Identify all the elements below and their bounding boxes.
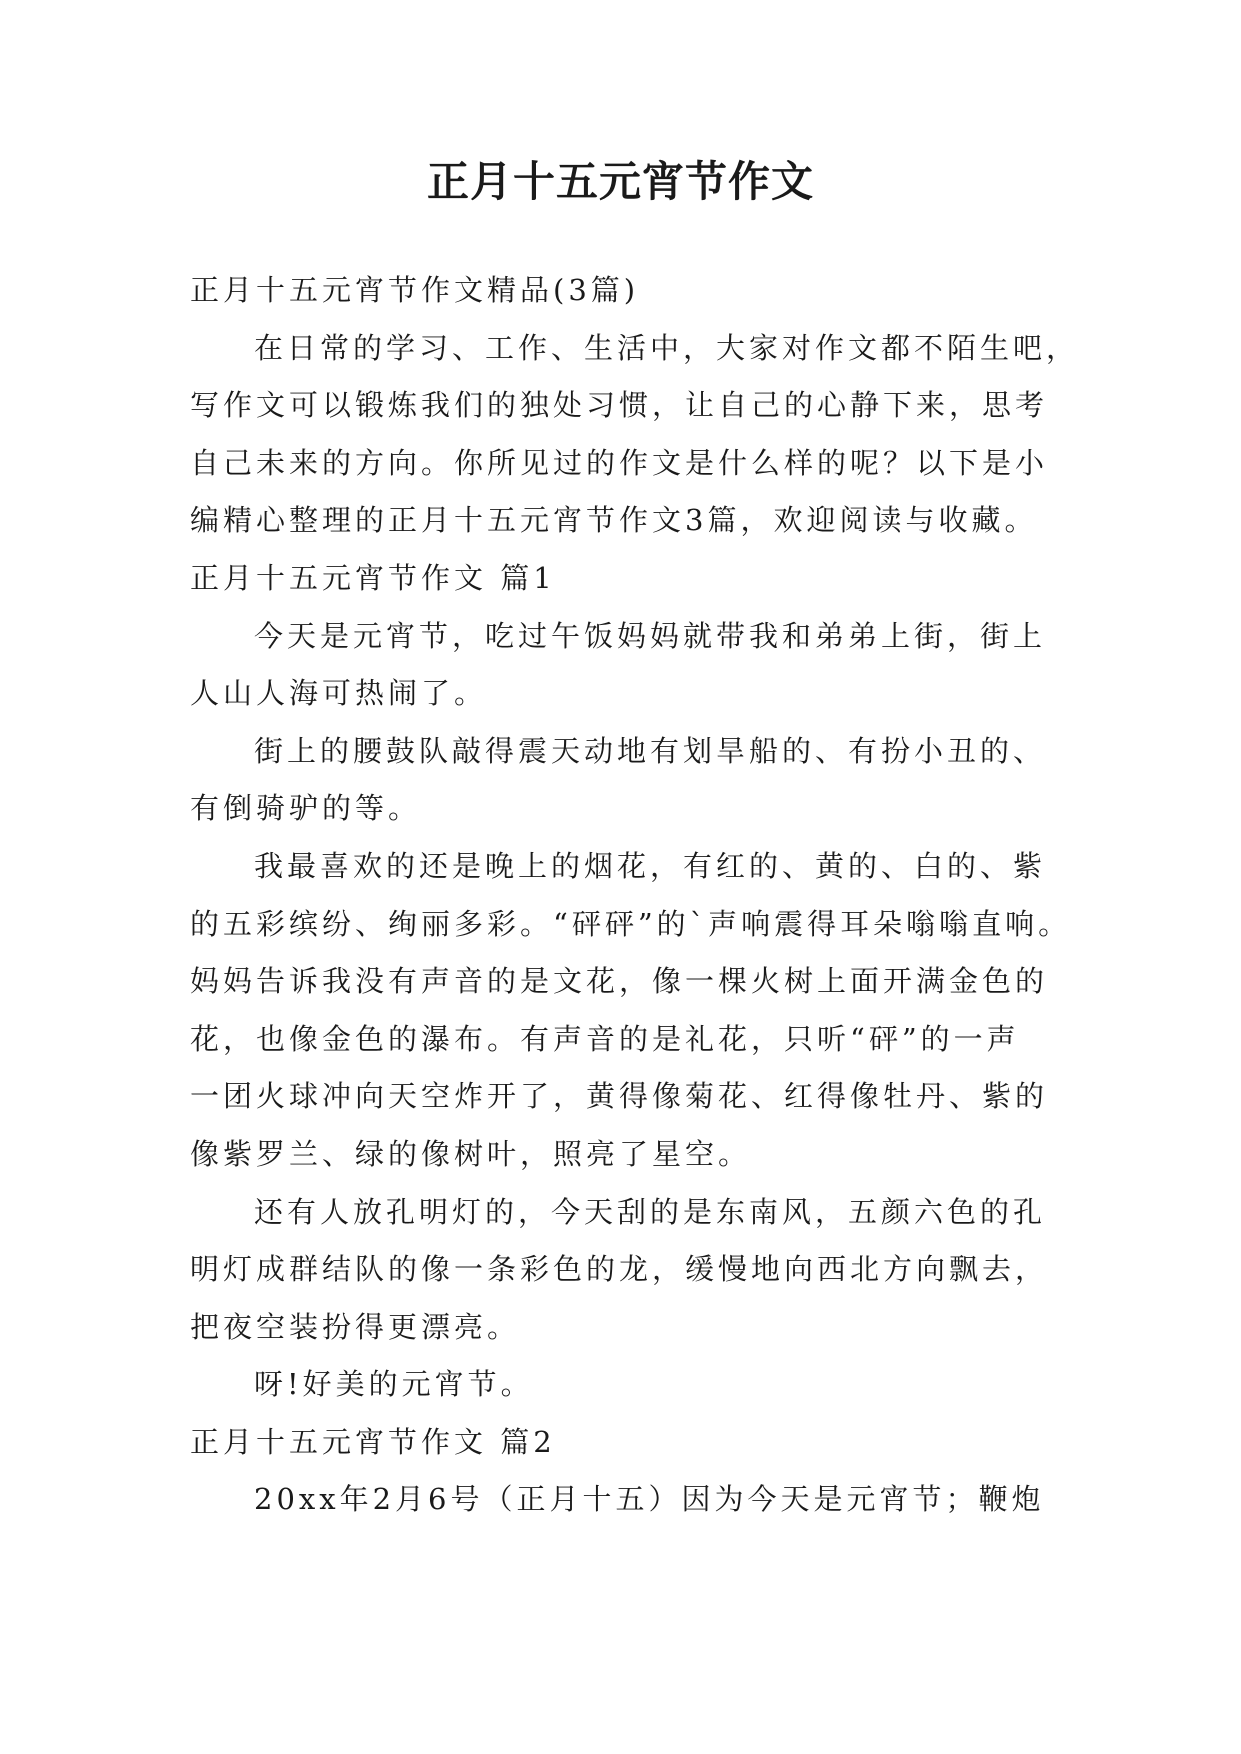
text-line: 正月十五元宵节作文精品(3篇) bbox=[190, 273, 640, 307]
text-line: 编精心整理的正月十五元宵节作文3篇，欢迎阅读与收藏。 bbox=[190, 503, 1038, 538]
text-line: 街上的腰鼓队敲得震天动地有划旱船的、有扮小丑的、 bbox=[254, 733, 1047, 768]
text-line: 今天是元宵节，吃过午饭妈妈就带我和弟弟上街，街上 bbox=[254, 618, 1047, 653]
text-line: 我最喜欢的还是晚上的烟花，有红的、黄的、白的、紫 bbox=[254, 848, 1047, 883]
text-line: 自己未来的方向。你所见过的作文是什么样的呢？以下是小 bbox=[190, 445, 1049, 480]
text-line: 写作文可以锻炼我们的独处习惯，让自己的心静下来，思考 bbox=[190, 388, 1049, 423]
text-line: 把夜空装扮得更漂亮。 bbox=[190, 1309, 521, 1344]
text-line: 人山人海可热闹了。 bbox=[190, 676, 488, 711]
text-line: 20xx年2月6号（正月十五）因为今天是元宵节；鞭炮 bbox=[254, 1482, 1045, 1517]
text-line: 的五彩缤纷、绚丽多彩。“砰砰”的`声响震得耳朵嗡嗡直响。 bbox=[190, 906, 1072, 941]
text-line: 在日常的学习、工作、生活中，大家对作文都不陌生吧， bbox=[254, 330, 1080, 365]
text-line: 有倒骑驴的等。 bbox=[190, 791, 422, 826]
text-line: 正月十五元宵节作文 篇2 bbox=[190, 1424, 556, 1459]
text-line: 还有人放孔明灯的，今天刮的是东南风，五颜六色的孔 bbox=[254, 1194, 1047, 1229]
text-line: 呀!好美的元宵节。 bbox=[254, 1367, 534, 1402]
text-line: 像紫罗兰、绿的像树叶，照亮了星空。 bbox=[190, 1136, 752, 1171]
text-line: 正月十五元宵节作文 篇1 bbox=[190, 560, 556, 595]
text-line: 妈妈告诉我没有声音的是文花，像一棵火树上面开满金色的 bbox=[190, 964, 1049, 999]
document-body bbox=[190, 262, 1080, 1529]
text-line: 一团火球冲向天空炸开了，黄得像菊花、红得像牡丹、紫的 bbox=[190, 1079, 1049, 1114]
text-line: 花，也像金色的瀑布。有声音的是礼花，只听“砰”的一声 bbox=[190, 1021, 1020, 1056]
text-line: 明灯成群结队的像一条彩色的龙，缓慢地向西北方向飘去， bbox=[190, 1252, 1049, 1287]
document-title: 正月十五元宵节作文 bbox=[426, 157, 814, 206]
